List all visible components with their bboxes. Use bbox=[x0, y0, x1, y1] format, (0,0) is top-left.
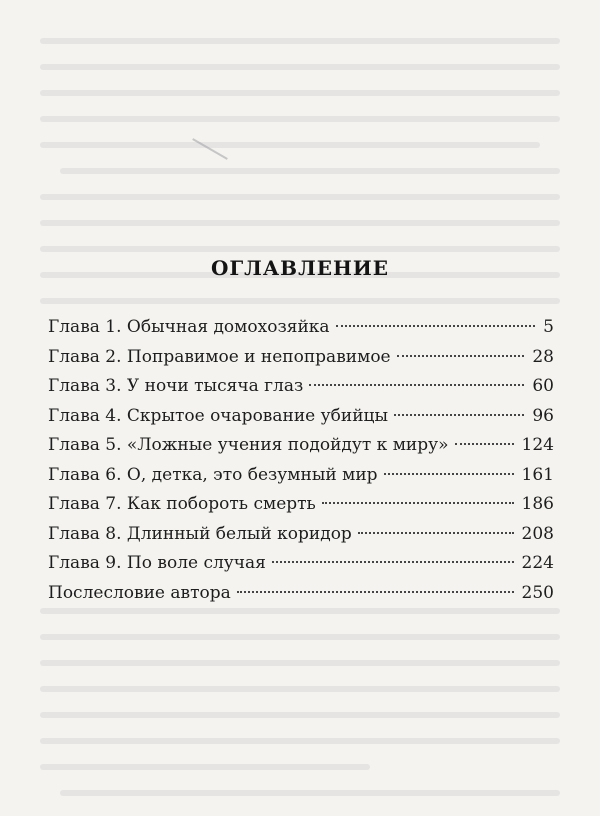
toc-entry[interactable] bbox=[48, 406, 554, 436]
toc-entry[interactable] bbox=[48, 524, 554, 554]
toc-entry-label: Глава 4. Скрытое очарование убийцы bbox=[48, 405, 388, 426]
dot-leader bbox=[394, 414, 524, 416]
toc-entry[interactable] bbox=[48, 494, 554, 524]
toc-entry[interactable] bbox=[48, 317, 554, 347]
toc-entry-page: 5 bbox=[543, 317, 554, 337]
toc-entry[interactable] bbox=[48, 376, 554, 406]
dot-leader bbox=[336, 325, 536, 327]
toc-entry-label: Глава 7. Как побороть смерть bbox=[48, 494, 316, 514]
toc-entry[interactable] bbox=[48, 465, 554, 495]
toc-entry-page: 96 bbox=[532, 405, 554, 426]
toc-entry[interactable] bbox=[48, 435, 554, 465]
toc-heading: ОГЛАВЛЕНИЕ bbox=[210, 256, 390, 280]
toc-entry-label: Глава 8. Длинный белый коридор bbox=[48, 523, 352, 544]
toc-entry-label: Глава 1. Обычная домохозяйка bbox=[48, 317, 330, 337]
toc-entry[interactable] bbox=[48, 583, 554, 613]
dot-leader bbox=[384, 473, 514, 475]
toc-entry-page: 161 bbox=[521, 464, 554, 485]
toc-entry-page: 28 bbox=[532, 346, 554, 367]
toc-entry-label: Глава 3. У ночи тысяча глаз bbox=[48, 376, 304, 396]
dot-leader bbox=[397, 355, 525, 357]
dot-leader bbox=[322, 502, 514, 504]
toc-entry-page: 250 bbox=[521, 582, 554, 603]
dot-leader bbox=[237, 591, 514, 593]
dot-leader bbox=[455, 443, 514, 445]
toc-entry-page: 208 bbox=[521, 523, 554, 544]
dot-leader bbox=[309, 384, 524, 386]
dot-leader bbox=[358, 532, 514, 534]
toc-entry[interactable] bbox=[48, 553, 554, 583]
toc-entry-page: 124 bbox=[521, 435, 554, 455]
toc-entry-page: 224 bbox=[521, 553, 554, 573]
toc-entry-label: Глава 9. По воле случая bbox=[48, 553, 266, 573]
toc-entry-label: Глава 2. Поправимое и непоправимое bbox=[48, 346, 391, 367]
dot-leader bbox=[272, 561, 514, 563]
toc-list bbox=[48, 317, 554, 612]
toc-entry[interactable] bbox=[48, 347, 554, 377]
toc-entry-page: 186 bbox=[521, 494, 554, 514]
toc-entry-label: Глава 6. О, детка, это безумный мир bbox=[48, 464, 378, 485]
toc-entry-label: Глава 5. «Ложные учения подойдут к миру» bbox=[48, 435, 449, 455]
toc-entry-label: Послесловие автора bbox=[48, 582, 231, 603]
toc-entry-page: 60 bbox=[532, 376, 554, 396]
